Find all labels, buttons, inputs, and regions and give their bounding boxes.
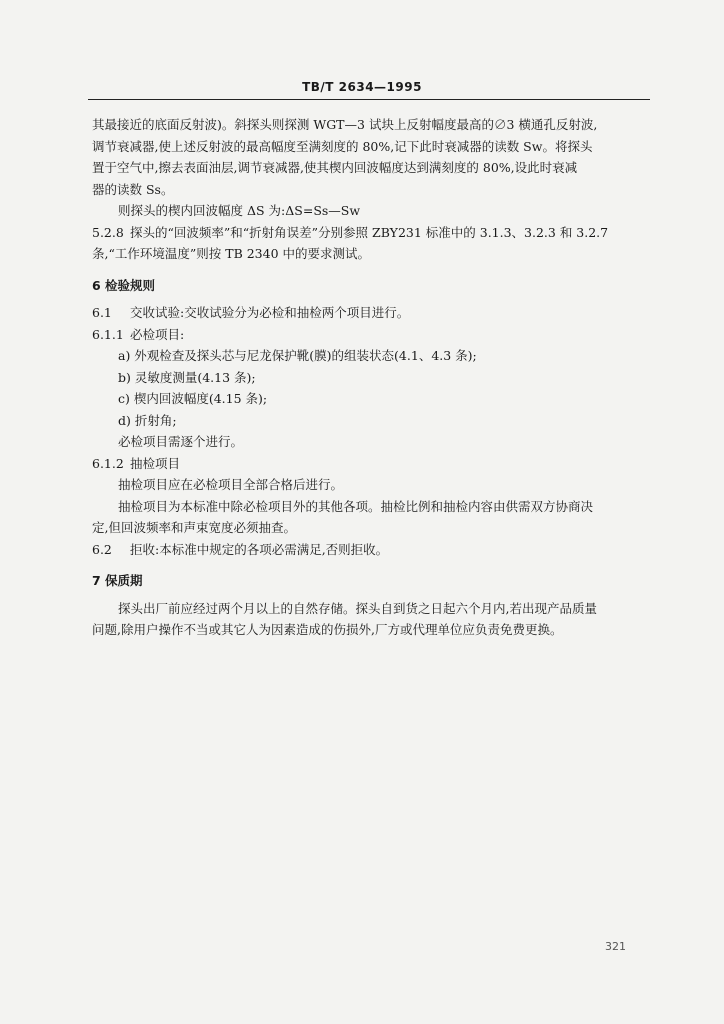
clause-text: 探头的“回波频率”和“折射角误差”分别参照 ZBY231 标准中的 3.1.3、3.2.3 和 3.2.7 [130, 224, 609, 240]
para-line: 抽检项目为本标准中除必检项目外的其他各项。抽检比例和抽检内容由供需双方协商决 [118, 498, 594, 514]
para-line: 调节衰减器,使上述反射波的最高幅度至满刻度的 80%,记下此时衰减器的读数 Sw。将探头 [92, 138, 593, 154]
clause-6-1-2 [92, 453, 652, 475]
document-body [92, 114, 652, 641]
header-rule [88, 99, 650, 100]
para-line: 条,“工作环境温度”则按 TB 2340 中的要求测试。 [92, 246, 371, 261]
clause-6-1-1 [92, 324, 652, 346]
para-line: 问题,除用户操作不当或其它人为因素造成的伤损外,厂方或代理单位应负责免费更换。 [92, 622, 563, 637]
section-heading-6: 6 检验规则 [92, 277, 156, 293]
para-line: 其最接近的底面反射波)。斜探头则探测 WGT—3 试块上反射幅度最高的∅3 横通孔反射波, [92, 117, 598, 132]
para-line: 置于空气中,擦去表面油层,调节衰减器,使其楔内回波幅度达到满刻度的 80%,设此时衰减 [92, 160, 578, 175]
list-item: b) 灵敏度测量(4.13 条); [118, 369, 256, 385]
para-line: 抽检项目应在必检项目全部合格后进行。 [118, 477, 344, 492]
clause-number: 6.2 [92, 541, 112, 557]
clause-title: 必检项目: [130, 326, 185, 342]
clause-6-1 [92, 302, 652, 324]
clause-6-2 [92, 539, 652, 561]
para-line: 定,但回波频率和声束宽度必须抽查。 [92, 520, 296, 535]
page-number: 321 [605, 940, 626, 953]
note-line: 必检项目需逐个进行。 [118, 434, 244, 449]
clause-number: 5.2.8 [92, 224, 124, 240]
clause-text: 拒收:本标准中规定的各项必需满足,否则拒收。 [130, 541, 389, 557]
clause-number: 6.1.2 [92, 455, 124, 471]
clause-text: 交收试验:交收试验分为必检和抽检两个项目进行。 [130, 305, 410, 320]
page-header: TB/T 2634—1995 [302, 80, 422, 94]
para-line: 探头出厂前应经过两个月以上的自然存储。探头自到货之日起六个月内,若出现产品质量 [118, 600, 597, 616]
para-line: 器的读数 Ss。 [92, 181, 174, 197]
list-item: a) 外观检查及探头芯与尼龙保护靴(膜)的组装状态(4.1、4.3 条); [118, 348, 477, 363]
clause-number: 6.1 [92, 305, 112, 320]
clause-5-2-8 [92, 222, 652, 244]
clause-title: 抽检项目 [130, 455, 181, 471]
list-item: d) 折射角; [118, 412, 177, 428]
list-item: c) 楔内回波幅度(4.15 条); [118, 391, 268, 406]
formula-line: 则探头的楔内回波幅度 ΔS 为:ΔS=Ss—Sw [118, 203, 361, 218]
clause-number: 6.1.1 [92, 326, 124, 342]
section-heading-7: 7 保质期 [92, 573, 143, 588]
